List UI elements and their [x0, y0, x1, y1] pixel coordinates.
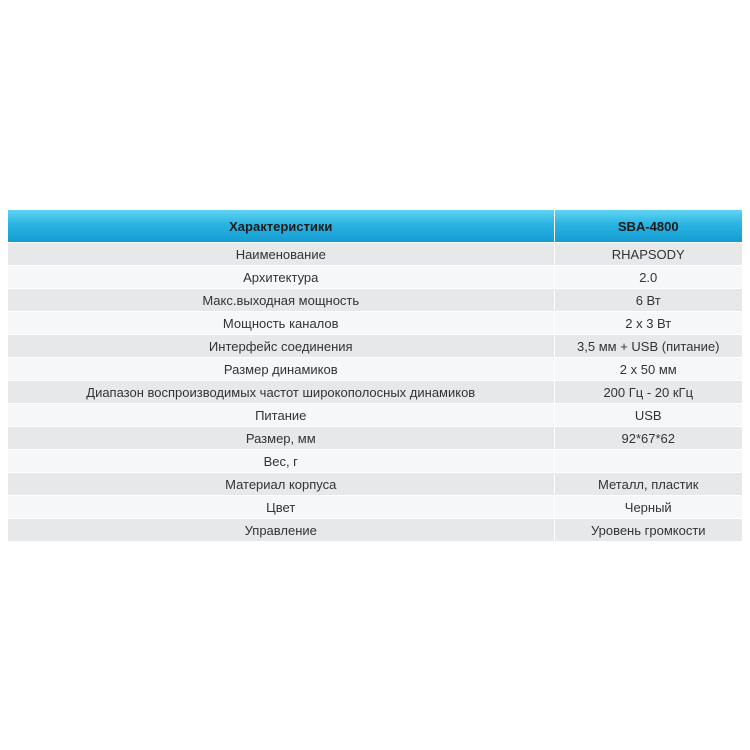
header-characteristics: Характеристики	[8, 210, 554, 243]
row-value: Металл, пластик	[554, 473, 742, 496]
row-label: Интерфейс соединения	[8, 335, 554, 358]
table-row	[8, 381, 742, 404]
row-value: Черный	[554, 496, 742, 519]
spec-table	[8, 210, 742, 541]
row-label: Цвет	[8, 496, 554, 519]
row-label: Архитектура	[8, 266, 554, 289]
table-row	[8, 404, 742, 427]
row-label: Мощность каналов	[8, 312, 554, 335]
table-row	[8, 289, 742, 312]
table-row	[8, 450, 742, 473]
row-value: 2.0	[554, 266, 742, 289]
row-value	[554, 450, 742, 473]
row-label: Макс.выходная мощность	[8, 289, 554, 312]
row-label: Наименование	[8, 243, 554, 266]
row-label: Размер динамиков	[8, 358, 554, 381]
row-value: RHAPSODY	[554, 243, 742, 266]
row-value: USB	[554, 404, 742, 427]
table-row	[8, 519, 742, 542]
row-value: 6 Вт	[554, 289, 742, 312]
row-value: Уровень громкости	[554, 519, 742, 542]
row-value: 2 x 3 Вт	[554, 312, 742, 335]
spec-table-header	[8, 210, 742, 243]
row-label: Материал корпуса	[8, 473, 554, 496]
table-row	[8, 266, 742, 289]
table-row	[8, 358, 742, 381]
row-value: 2 x 50 мм	[554, 358, 742, 381]
row-value: 200 Гц - 20 кГц	[554, 381, 742, 404]
table-row	[8, 427, 742, 450]
row-label: Диапазон воспроизводимых частот широкополосных динамиков	[8, 381, 554, 404]
header-model: SBA-4800	[554, 210, 742, 243]
table-row	[8, 496, 742, 519]
table-row	[8, 335, 742, 358]
table-row	[8, 473, 742, 496]
row-label: Управление	[8, 519, 554, 542]
row-value: 3,5 мм + USB (питание)	[554, 335, 742, 358]
spec-table-body	[8, 243, 742, 542]
row-value: 92*67*62	[554, 427, 742, 450]
table-row	[8, 312, 742, 335]
row-label: Вес, г	[8, 450, 554, 473]
header-row	[8, 210, 742, 243]
row-label: Размер, мм	[8, 427, 554, 450]
row-label: Питание	[8, 404, 554, 427]
table-row	[8, 243, 742, 266]
